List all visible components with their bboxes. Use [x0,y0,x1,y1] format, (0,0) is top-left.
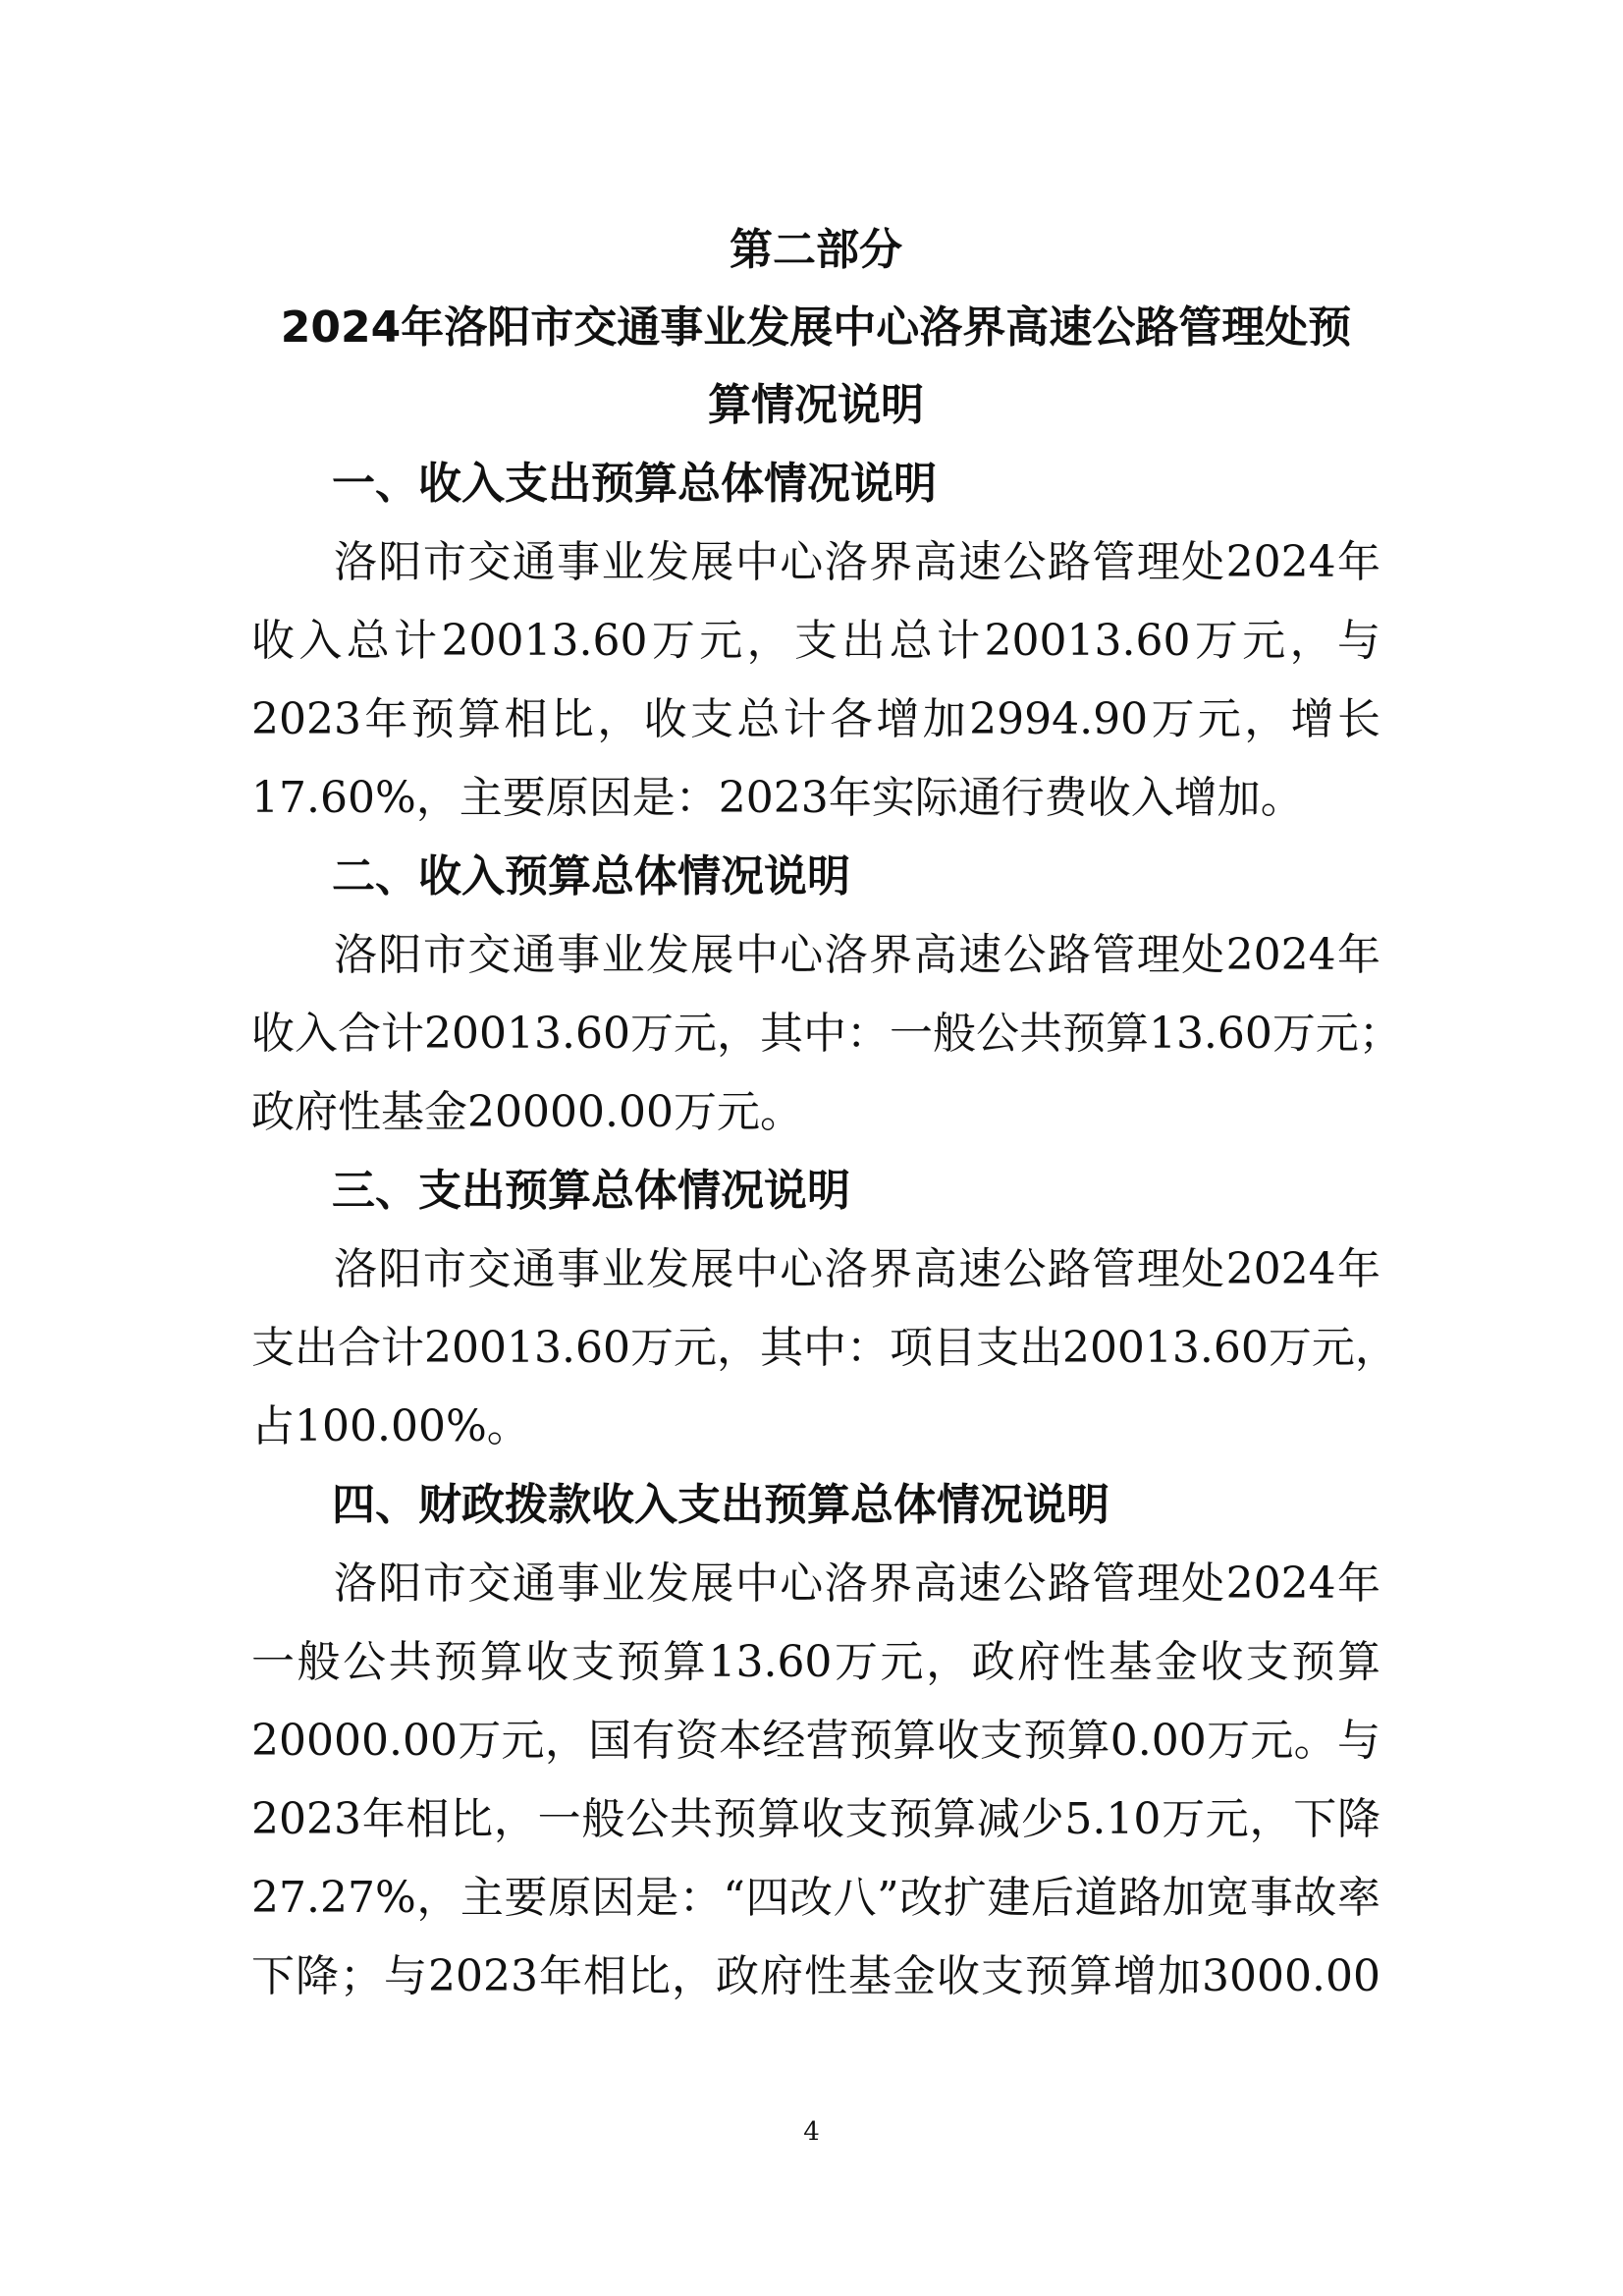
paragraph-line: 政府性基金20000.00万元。 [251,1087,803,1137]
paragraph-line: 下降；与2023年相比，政府性基金收支预算增加3000.00 [251,1951,1380,2001]
paragraph-line: 2023年相比，一般公共预算收支预算减少5.10万元，下降 [251,1794,1380,1844]
paragraph-line: 支出合计20013.60万元，其中：项目支出20013.60万元， [251,1323,1398,1373]
paragraph-line: 20000.00万元，国有资本经营预算收支预算0.00万元。与 [251,1716,1380,1766]
paragraph-line: 洛阳市交通事业发展中心洛界高速公路管理处2024年 [334,930,1380,980]
section-heading-4: 四、财政拨款收入支出预算总体情况说明 [332,1480,1109,1530]
document-title-line-1: 2024年洛阳市交通事业发展中心洛界高速公路管理处预 [280,302,1352,353]
section-heading-2: 二、收入预算总体情况说明 [332,851,850,902]
paragraph-line: 占100.00%。 [251,1401,530,1451]
section-heading-3: 三、支出预算总体情况说明 [332,1166,850,1216]
paragraph-line: 27.27%，主要原因是：“四改八”改扩建后道路加宽事故率 [251,1873,1380,1923]
paragraph-line: 洛阳市交通事业发展中心洛界高速公路管理处2024年 [334,1558,1380,1609]
paragraph-line: 17.60%，主要原因是：2023年实际通行费收入增加。 [251,773,1304,823]
page-number: 4 [803,2117,820,2147]
paragraph-line: 洛阳市交通事业发展中心洛界高速公路管理处2024年 [334,1244,1380,1294]
paragraph-line: 一般公共预算收支预算13.60万元，政府性基金收支预算 [251,1637,1380,1687]
section-heading-1: 一、收入支出预算总体情况说明 [332,459,937,509]
paragraph-line: 收入合计20013.60万元，其中：一般公共预算13.60万元； [251,1009,1402,1059]
part-title: 第二部分 [730,225,902,275]
paragraph-line: 收入总计20013.60万元，支出总计20013.60万元，与 [251,616,1380,666]
paragraph-line: 2023年预算相比，收支总计各增加2994.90万元，增长 [251,694,1380,744]
paragraph-line: 洛阳市交通事业发展中心洛界高速公路管理处2024年 [334,537,1380,587]
document-title-line-2: 算情况说明 [708,380,924,430]
